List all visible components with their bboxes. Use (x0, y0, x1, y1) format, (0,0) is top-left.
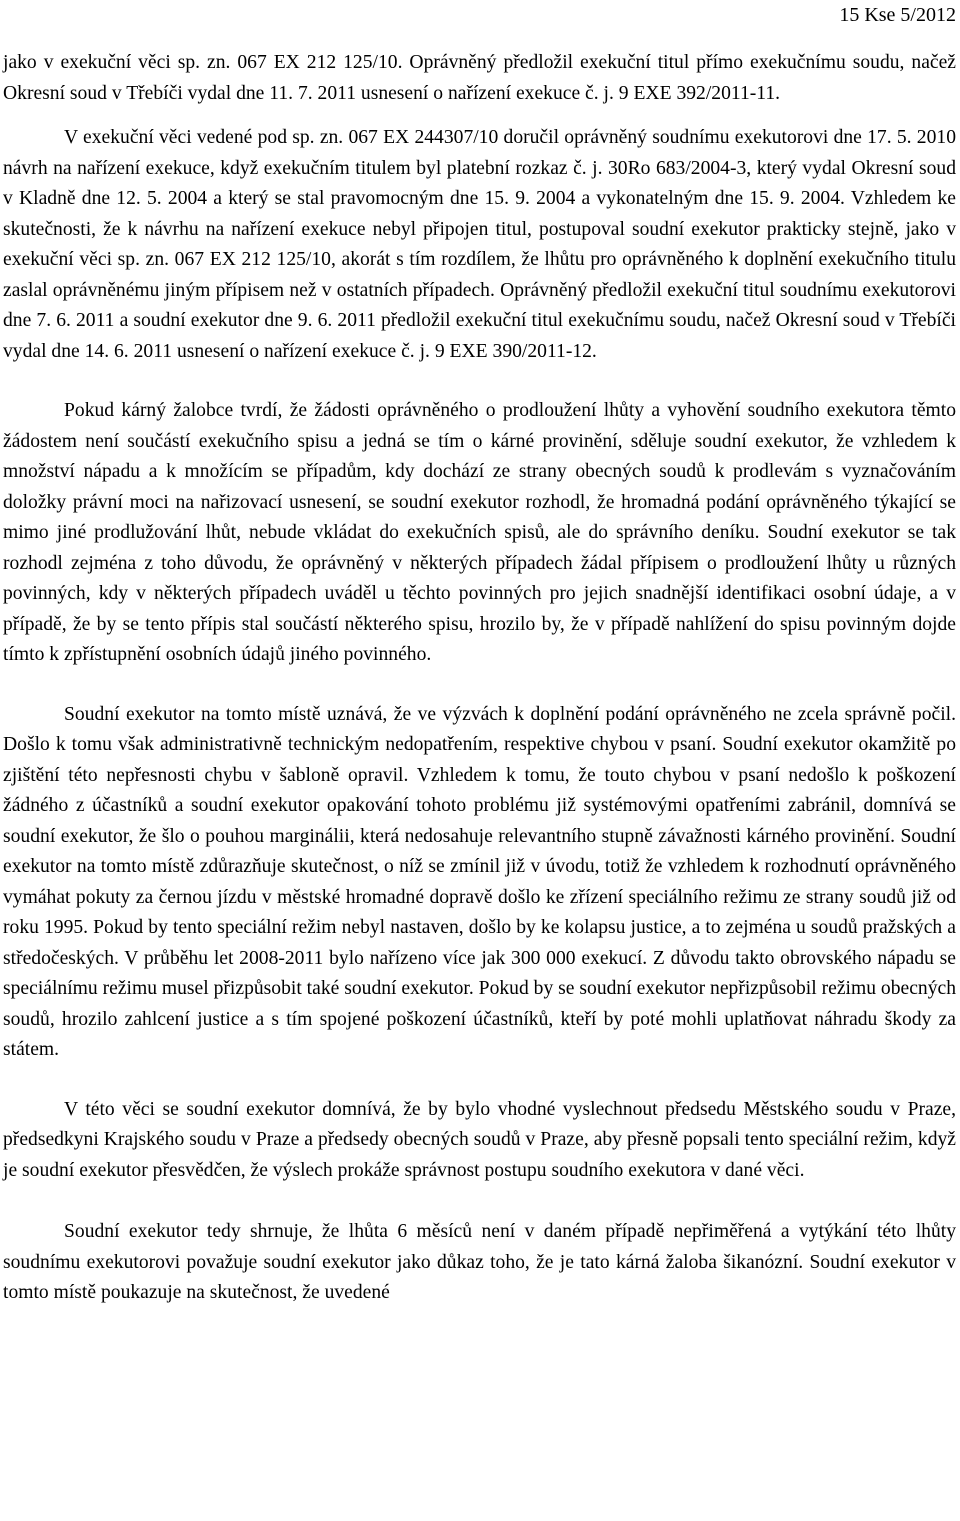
document-body (3, 48, 956, 1309)
paragraph-writing-error: Soudní exekutor na tomto místě uznává, že ve výzvách k doplnění podání oprávněného ne zcela správně počil. Došlo k tomu však administrativně technickým nedopatřením, respektive chybou v psaní. Soudní exekutor okamžitě po zjištění této nepřesnosti chybu v šabloně opravil. Vzhledem k tomu, že touto chybou v psaní nedošlo k poškození žádného z účastníků a soudní exekutor opakování tohoto problému již systémovými opatřeními zabránil, domnívá se soudní exekutor, že šlo o pouhou marginálii, která nedosahuje relevantního stupně závažnosti kárného provinění. Soudní exekutor na tomto místě zdůrazňuje skutečnost, o níž se zmínil již v úvodu, totiž že vzhledem k rozhodnutí oprávněného vymáhat pokuty za černou jízdu v městské hromadné dopravě došlo ke zřízení speciálního režimu ze strany soudů již od roku 1995. Pokud by tento speciální režim nebyl nastaven, došlo by ke kolapsu justice, a to zejména u soudů pražských a středočeských. V průběhu let 2008-2011 bylo nařízeno více jak 300 000 exekucí. Z důvodu takto obrovského nápadu se speciálnímu režimu musel přizpůsobit také soudní exekutor. Pokud by se soudní exekutor nepřizpůsobil režimu obecných soudů, hrozilo zahlcení justice a s tím spojené poškození účastníků, kteří by poté mohli uplatňovat náhradu škody za státem. (3, 703, 956, 1060)
paragraph-summary: Soudní exekutor tedy shrnuje, že lhůta 6 měsíců není v daném případě nepřiměřená a vytýkání této lhůty soudnímu exekutorovi považuje soudní exekutor jako důkaz toho, že je tato kárná žaloba šikanózní. Soudní exekutor v tomto místě poukazuje na skutečnost, že uvedené (3, 1221, 956, 1303)
paragraph-extension-requests: Pokud kárný žalobce tvrdí, že žádosti oprávněného o prodloužení lhůty a vyhovění soudního exekutora těmto žádostem není součástí exekučního spisu a jedná se tím o kárné provinění, sděluje soudní exekutor, že vzhledem k množství nápadu a k množícím se případům, kdy dochází ze strany obecných soudů k prodlevám s vyznačováním doložky právní moci na nařizovací usnesení, se soudní exekutor rozhodl, že hromadná podání oprávněného týkající se mimo jiné prodlužování lhůt, nebude vkládat do exekučních spisů, ale do správního deníku. Soudní exekutor se tak rozhodl zejména z toho důvodu, že oprávněný v některých případech žádal přípisem o prodloužení lhůty u různých povinných, kdy v některých případech uváděl u těchto povinných pro jejich snadnější identifikaci osobní údaje, a v případě, že by se tento přípis stal součástí některého spisu, hrozilo by, že v případě nahlížení do spisu povinným dojde tímto k zpřístupnění osobních údajů jiného povinného. (3, 400, 956, 665)
paragraph-case-244307: V exekuční věci vedené pod sp. zn. 067 EX 244307/10 doručil oprávněný soudnímu exekutorovi dne 17. 5. 2010 návrh na nařízení exekuce, když exekučním titulem byl platební rozkaz č. j. 30Ro 683/2004-3, který vydal Okresní soud v Kladně dne 12. 5. 2004 a který se stal pravomocným dne 15. 9. 2004 a vykonatelným dne 15. 9. 2004. Vzhledem ke skutečnosti, že k návrhu na nařízení exekuce nebyl připojen titul, postupoval soudní exekutor prakticky stejně, jako v exekuční věci sp. zn. 067 EX 212 125/10, akorát s tím rozdílem, že lhůtu pro oprávněného k doplnění exekučního titulu zaslal oprávněnému jiným přípisem než v ostatních případech. Oprávněný předložil exekuční titul soudnímu exekutorovi dne 7. 6. 2011 a soudní exekutor dne 9. 6. 2011 předložil exekuční titul exekučnímu soudu, načež Okresní soud v Třebíči vydal dne 14. 6. 2011 usnesení o nařízení exekuce č. j. 9 EXE 390/2011-12. (3, 127, 956, 362)
paragraph-witness-proposal: V této věci se soudní exekutor domnívá, že by bylo vhodné vyslechnout předsedu Městského soudu v Praze, předsedkyni Krajského soudu v Praze a předsedy obecných soudů v Praze, aby přesně popsali tento speciální režim, když je soudní exekutor přesvědčen, že výslech prokáže správnost postupu soudního exekutora v dané věci. (3, 1098, 956, 1181)
case-number-header: 15 Kse 5/2012 (839, 4, 956, 26)
paragraph-continuation: jako v exekuční věci sp. zn. 067 EX 212 125/10. Oprávněný předložil exekuční titul přímo exekučnímu soudu, načež Okresní soud v Třebíči vydal dne 11. 7. 2011 usnesení o nařízení exekuce č. j. 9 EXE 392/2011-11. (3, 52, 956, 104)
